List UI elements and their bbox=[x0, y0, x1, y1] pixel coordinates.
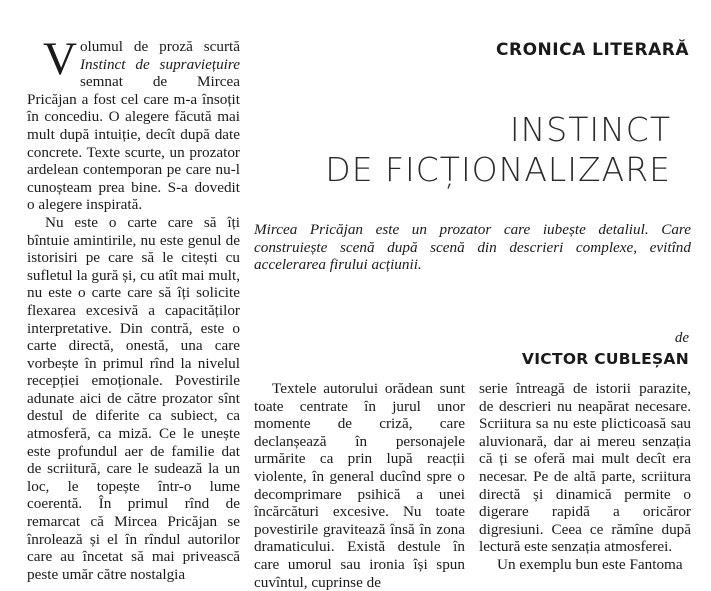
section-label: CRONICA LITERARĂ bbox=[496, 40, 689, 60]
byline-prefix: de bbox=[674, 330, 689, 346]
book-title: Instinct de supraviețuire bbox=[79, 55, 240, 73]
article-title bbox=[325, 110, 671, 190]
left-paragraph-1 bbox=[27, 33, 240, 214]
left-p1-start: olumul de proză scurtă bbox=[79, 38, 240, 55]
right-column bbox=[479, 380, 691, 574]
title-line-2: DE FICȚIONALIZARE bbox=[325, 150, 671, 189]
left-p1-end: semnat de Mircea Pricăjan a fost cel care m-a însoțit în concediu. O alegere făcută mai mult după intuiție, decît după date concrete. Texte scurte, un prozator ardelean contemporan pe care nu-l cunoșteam prea bine. S-a dovedit o alegere inspirată. bbox=[27, 73, 240, 214]
byline-author: VICTOR CUBLEȘAN bbox=[521, 350, 689, 368]
right-paragraph-1: serie întreagă de istorii parazite, de descrieri nu neapărat necesare. Scriitura sa nu este plicticoasă sau aluvionară, dar ai mereu senzația că ți se oferă mai mult decît era necesar. Pe de altă parte, scriitura directă și dinamică permite o digerare rapidă a oricăror digresiuni. Ceea ce rămîne după lectură este senzația atmosferei. bbox=[479, 380, 691, 556]
middle-column bbox=[254, 380, 465, 591]
title-line-1: INSTINCT bbox=[509, 110, 671, 149]
middle-paragraph-1: Textele autorului orădean sunt toate centrate în jurul unor momente de criză, care declanșează în personajele urmărite ca prin lupă reacții violente, în general ducînd spre o decomprimare psihică a unei încărcături excesive. Nu toate povestirile gravitează însă în zona dramaticului. Există destule în care umorul sau ironia își spun cuvîntul, cuprinse de bbox=[254, 380, 465, 591]
right-paragraph-2: Un exemplu bun este Fantoma bbox=[497, 555, 683, 573]
left-paragraph-2: Nu este o carte care să îți bîntuie amintirile, nu este genul de istorisiri pe care să le citești cu sufletul la gură și, cu atît mai mult, nu este o carte care să îți solicite flexarea excesivă a capacităților interpretative. Din contră, este o carte directă, onestă, una care vorbește în primul rînd la nivelul recepției emoționale. Povestirile adunate aici de către prozator sînt destul de diferite ca subiect, ca atmosferă, ca miză. Ce le unește este profundul aer de familie dat de scriitură, care le sudează la un loc, le topește într-o lume coerentă. În primul rînd de remarcat că Mircea Pricăjan se înrolează și el în rîndul autorilor care au încetat să mai privească peste umăr către nostalgia bbox=[27, 213, 240, 583]
left-column bbox=[27, 33, 240, 583]
lead-paragraph: Mircea Pricăjan este un prozator care iubește detaliul. Care construiește scenă după scenă din descrieri complexe, evitînd accelerarea firului acțiunii. bbox=[254, 221, 691, 274]
drop-cap: V bbox=[43, 33, 77, 85]
